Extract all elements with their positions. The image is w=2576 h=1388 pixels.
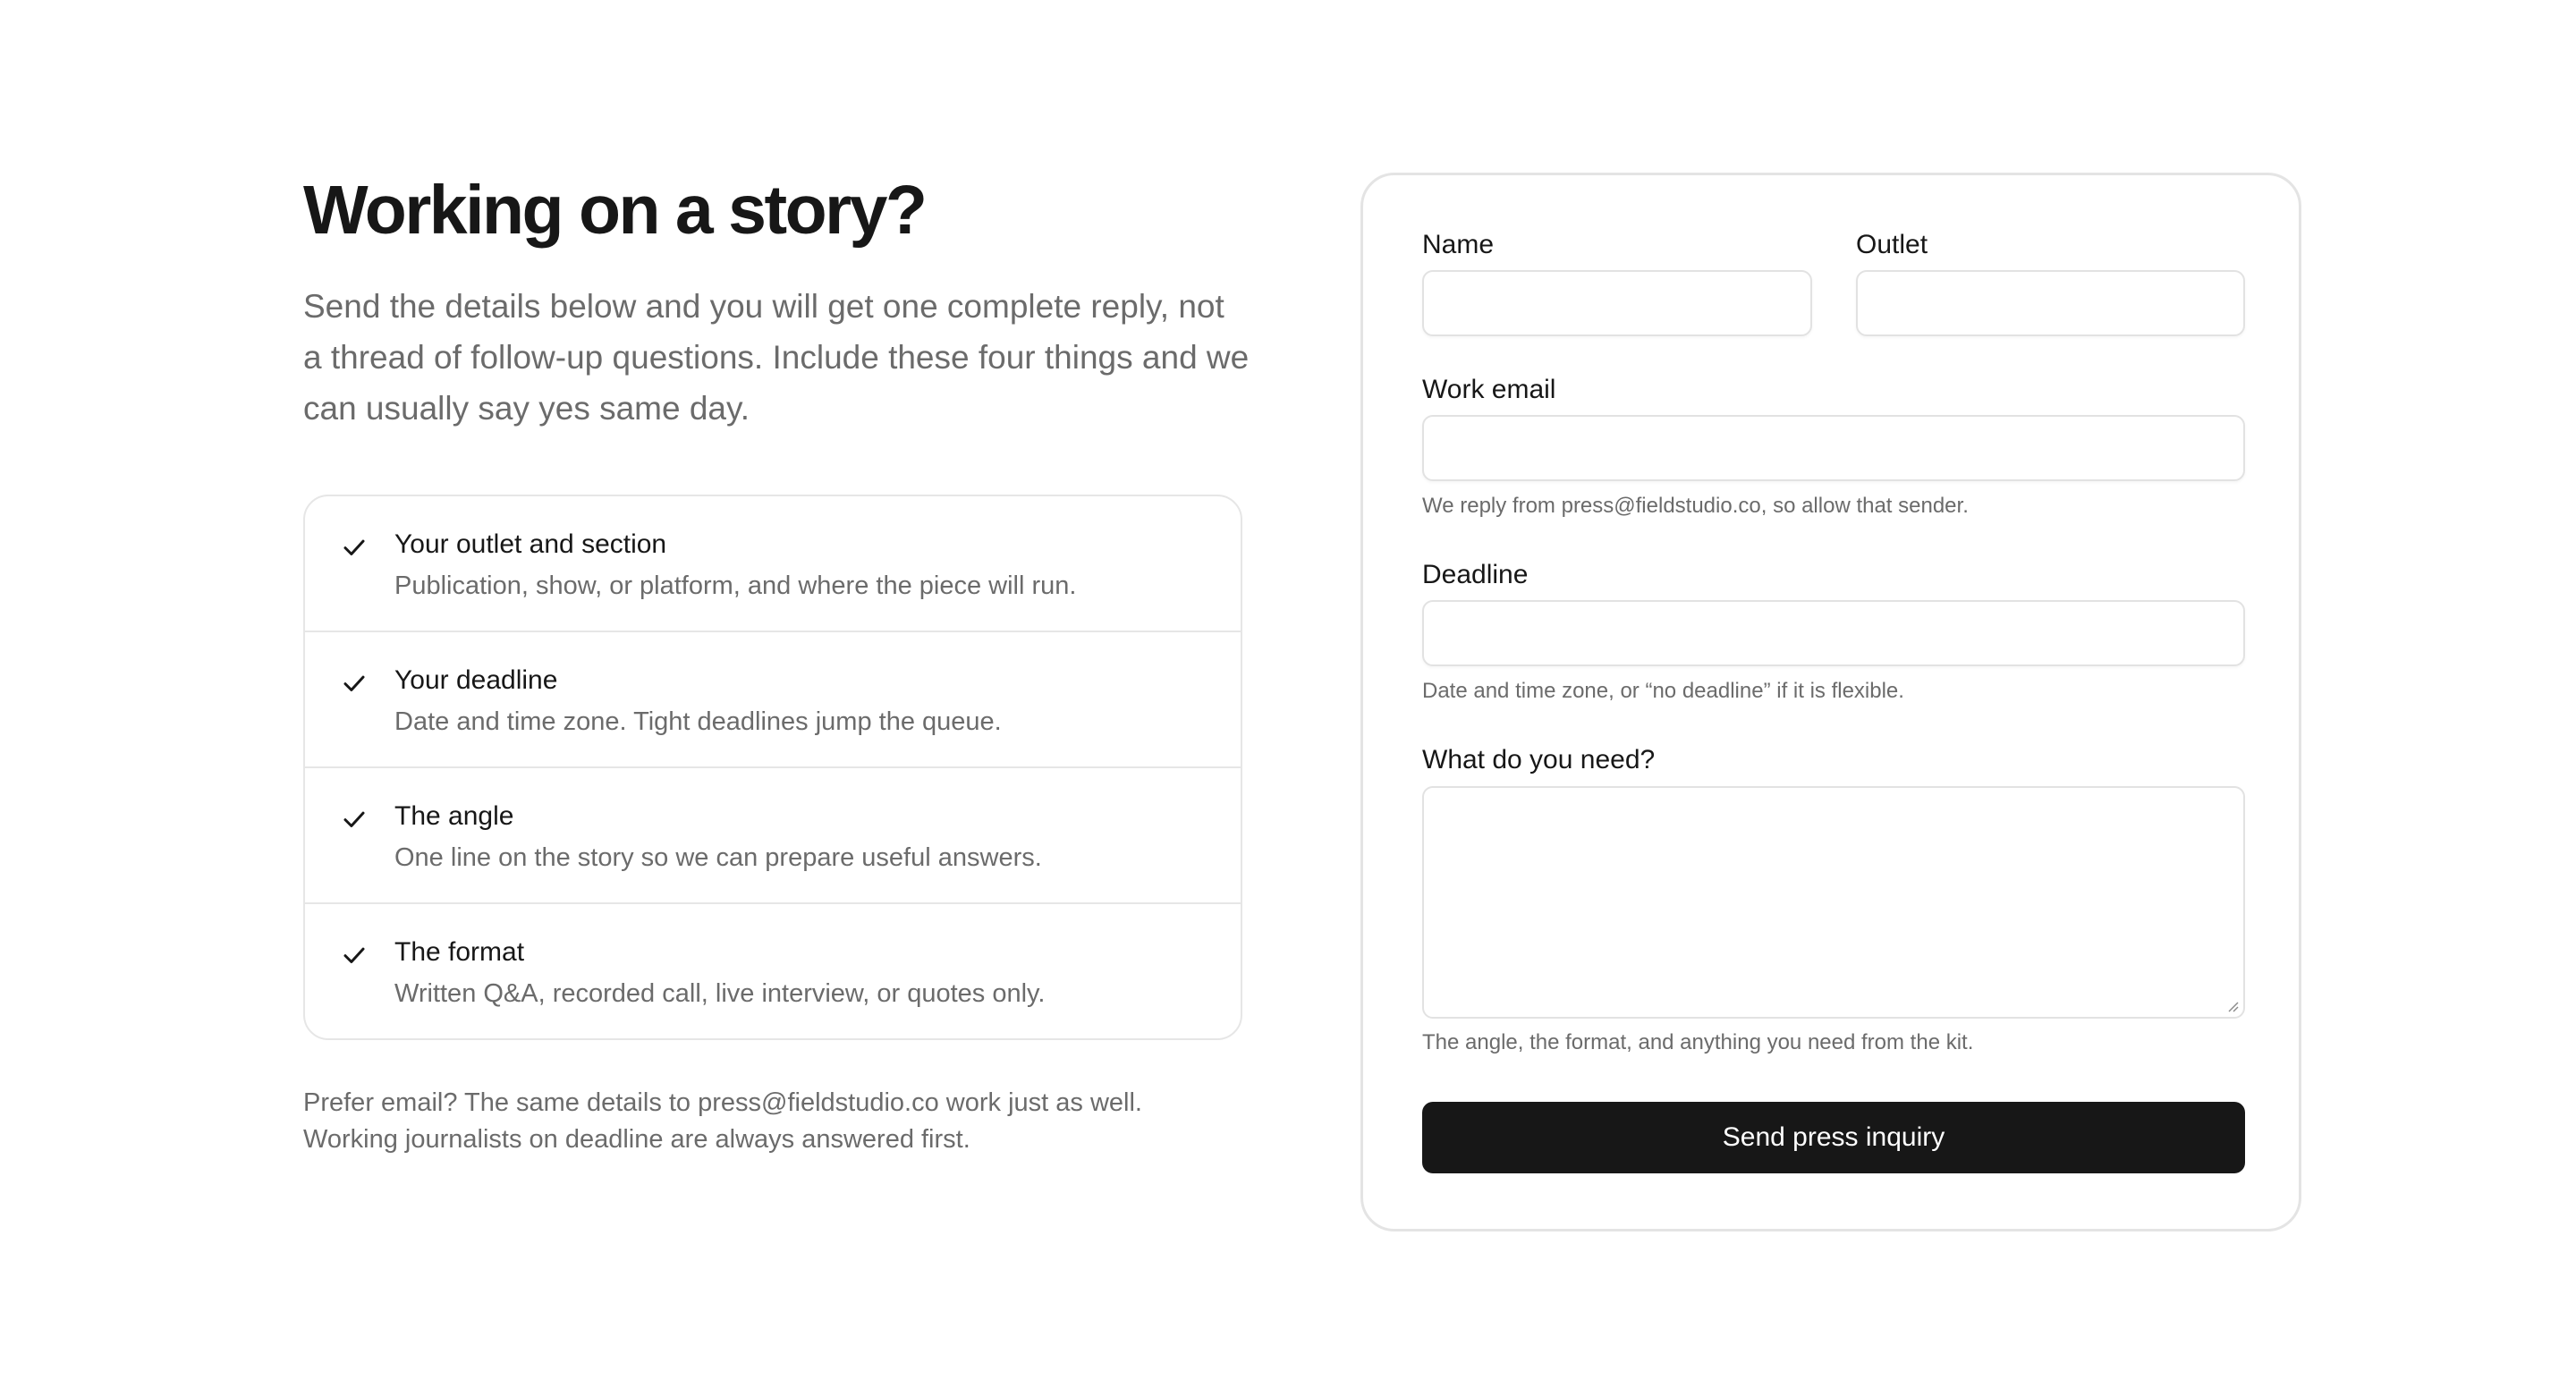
check-icon [341, 670, 368, 697]
deadline-label: Deadline [1422, 560, 1529, 589]
check-icon [341, 942, 368, 969]
outlet-label: Outlet [1856, 230, 1928, 259]
checklist-item-format [305, 904, 1241, 1038]
checklist-item-desc: Publication, show, or platform, and where the piece will run. [394, 571, 1077, 600]
deadline-helper-text: Date and time zone, or “no deadline” if it is flexible. [1422, 679, 1904, 703]
need-helper-text: The angle, the format, and anything you need from the kit. [1422, 1030, 1974, 1054]
email-input[interactable] [1422, 415, 2245, 481]
checklist-item-title: The format [394, 937, 525, 967]
checklist-item-title: Your outlet and section [394, 529, 667, 559]
checklist-item-desc: Written Q&A, recorded call, live interview, or quotes only. [394, 979, 1046, 1008]
need-label: What do you need? [1422, 745, 1656, 774]
requirements-checklist [303, 495, 1242, 1040]
page-title: Working on a story? [303, 172, 926, 249]
checklist-item-outlet [305, 496, 1241, 632]
check-icon [341, 806, 368, 833]
deadline-input[interactable] [1422, 600, 2245, 666]
checklist-item-deadline [305, 632, 1241, 768]
email-label: Work email [1422, 375, 1556, 404]
checklist-item-desc: Date and time zone. Tight deadlines jump the queue. [394, 707, 1002, 736]
name-input[interactable] [1422, 270, 1812, 336]
need-textarea[interactable] [1422, 786, 2245, 1019]
send-press-inquiry-button[interactable]: Send press inquiry [1422, 1102, 2245, 1173]
email-helper-text: We reply from press@fieldstudio.co, so allow that sender. [1422, 494, 1969, 518]
footnote-line: Prefer email? The same details to press@fieldstudio.co work just as well. [303, 1088, 1142, 1117]
email-alternative-note [303, 1085, 1242, 1158]
checklist-item-angle [305, 768, 1241, 904]
outlet-input[interactable] [1856, 270, 2245, 336]
checklist-item-title: Your deadline [394, 665, 558, 695]
checklist-item-title: The angle [394, 801, 514, 831]
intro-column [303, 161, 1250, 1158]
footnote-line: Working journalists on deadline are always answered first. [303, 1125, 970, 1154]
check-icon [341, 534, 368, 561]
intro-paragraph: Send the details below and you will get one complete reply, not a thread of follow-up questions. Include these four things and we can usually say yes same day. [303, 288, 1250, 427]
name-label: Name [1422, 230, 1495, 259]
resize-handle-icon[interactable] [2225, 999, 2240, 1013]
press-inquiry-form [1360, 173, 2301, 1231]
checklist-item-desc: One line on the story so we can prepare useful answers. [394, 843, 1042, 872]
